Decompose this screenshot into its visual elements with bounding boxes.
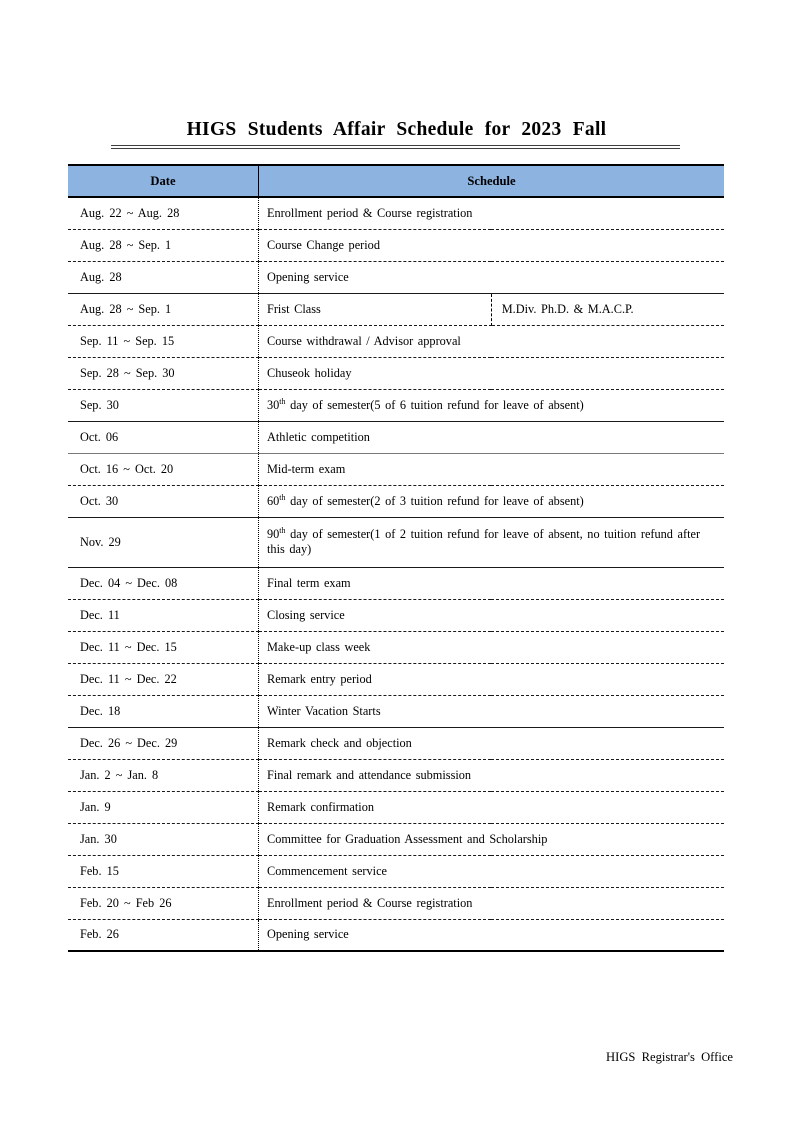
cell-date: Feb. 15 xyxy=(68,855,259,887)
table-row xyxy=(68,823,724,855)
cell-schedule: Enrollment period & Course registration xyxy=(259,197,725,229)
table-row xyxy=(68,855,724,887)
cell-date: Dec. 11 ~ Dec. 15 xyxy=(68,631,259,663)
cell-date: Feb. 20 ~ Feb 26 xyxy=(68,887,259,919)
table-row xyxy=(68,293,724,325)
table-row xyxy=(68,599,724,631)
cell-date: Aug. 28 ~ Sep. 1 xyxy=(68,293,259,325)
cell-date: Aug. 22 ~ Aug. 28 xyxy=(68,197,259,229)
cell-schedule: Commencement service xyxy=(259,855,725,887)
cell-schedule: Remark check and objection xyxy=(259,727,725,759)
cell-schedule: Make-up class week xyxy=(259,631,725,663)
cell-date: Oct. 06 xyxy=(68,421,259,453)
table-row xyxy=(68,229,724,261)
cell-date: Dec. 26 ~ Dec. 29 xyxy=(68,727,259,759)
title-underline-rule xyxy=(111,145,680,149)
column-header-schedule: Schedule xyxy=(259,165,725,197)
cell-schedule-secondary: M.Div. Ph.D. & M.A.C.P. xyxy=(491,293,724,325)
table-row xyxy=(68,421,724,453)
schedule-text-body: day of semester(5 of 6 tuition refund for leave of absent) xyxy=(285,397,584,412)
table-row xyxy=(68,695,724,727)
schedule-table xyxy=(68,164,724,952)
table-row xyxy=(68,887,724,919)
table-row xyxy=(68,197,724,229)
schedule-text-body: day of semester(1 of 2 tuition refund for leave of absent, no tuition refund after this day) xyxy=(267,527,701,556)
cell-schedule: Opening service xyxy=(259,261,725,293)
cell-schedule: Chuseok holiday xyxy=(259,357,725,389)
cell-schedule: Athletic competition xyxy=(259,421,725,453)
cell-date: Dec. 04 ~ Dec. 08 xyxy=(68,567,259,599)
schedule-text-prefix: 30 xyxy=(267,397,280,412)
table-row xyxy=(68,357,724,389)
table-row xyxy=(68,261,724,293)
schedule-text-prefix: 90 xyxy=(267,527,280,541)
cell-date: Dec. 11 xyxy=(68,599,259,631)
page-title: HIGS Students Affair Schedule for 2023 Fall xyxy=(186,119,607,140)
cell-date: Sep. 11 ~ Sep. 15 xyxy=(68,325,259,357)
cell-schedule: Opening service xyxy=(259,919,725,951)
cell-date: Jan. 30 xyxy=(68,823,259,855)
cell-date: Dec. 11 ~ Dec. 22 xyxy=(68,663,259,695)
cell-schedule: Mid-term exam xyxy=(259,453,725,485)
table-row xyxy=(68,727,724,759)
cell-schedule: Enrollment period & Course registration xyxy=(259,887,725,919)
cell-schedule: Winter Vacation Starts xyxy=(259,695,725,727)
cell-date: Jan. 9 xyxy=(68,791,259,823)
cell-date: Feb. 26 xyxy=(68,919,259,951)
table-row xyxy=(68,791,724,823)
schedule-ordinal-suffix: th xyxy=(279,525,286,535)
cell-date: Dec. 18 xyxy=(68,695,259,727)
table-row xyxy=(68,389,724,421)
cell-schedule-primary: Frist Class xyxy=(259,293,492,325)
schedule-ordinal-suffix: th xyxy=(279,396,286,406)
table-row xyxy=(68,663,724,695)
cell-schedule: Committee for Graduation Assessment and Scholarship xyxy=(259,823,725,855)
table-header-row xyxy=(68,165,724,197)
column-header-date: Date xyxy=(68,165,259,197)
cell-date: Oct. 16 ~ Oct. 20 xyxy=(68,453,259,485)
cell-schedule: Final remark and attendance submission xyxy=(259,759,725,791)
cell-schedule: Closing service xyxy=(259,599,725,631)
cell-schedule xyxy=(259,517,725,567)
schedule-text-prefix: 60 xyxy=(267,493,280,508)
table-row xyxy=(68,485,724,517)
cell-schedule xyxy=(259,389,725,421)
table-row xyxy=(68,919,724,951)
table-body xyxy=(68,197,724,951)
cell-date: Aug. 28 xyxy=(68,261,259,293)
cell-schedule xyxy=(259,485,725,517)
schedule-ordinal-suffix: th xyxy=(279,492,286,502)
cell-date: Nov. 29 xyxy=(68,517,259,567)
cell-date: Sep. 28 ~ Sep. 30 xyxy=(68,357,259,389)
cell-schedule: Course Change period xyxy=(259,229,725,261)
cell-date: Sep. 30 xyxy=(68,389,259,421)
cell-date: Jan. 2 ~ Jan. 8 xyxy=(68,759,259,791)
title-block xyxy=(0,118,793,142)
cell-schedule: Remark confirmation xyxy=(259,791,725,823)
footer-office: HIGS Registrar's Office xyxy=(606,1050,733,1064)
cell-schedule: Remark entry period xyxy=(259,663,725,695)
table-row xyxy=(68,453,724,485)
cell-date: Oct. 30 xyxy=(68,485,259,517)
schedule-text-body: day of semester(2 of 3 tuition refund for leave of absent) xyxy=(285,493,584,508)
table-row xyxy=(68,759,724,791)
cell-date: Aug. 28 ~ Sep. 1 xyxy=(68,229,259,261)
table-row xyxy=(68,631,724,663)
cell-schedule: Final term exam xyxy=(259,567,725,599)
table-row xyxy=(68,567,724,599)
table-row xyxy=(68,325,724,357)
cell-schedule: Course withdrawal / Advisor approval xyxy=(259,325,725,357)
table-row xyxy=(68,517,724,567)
